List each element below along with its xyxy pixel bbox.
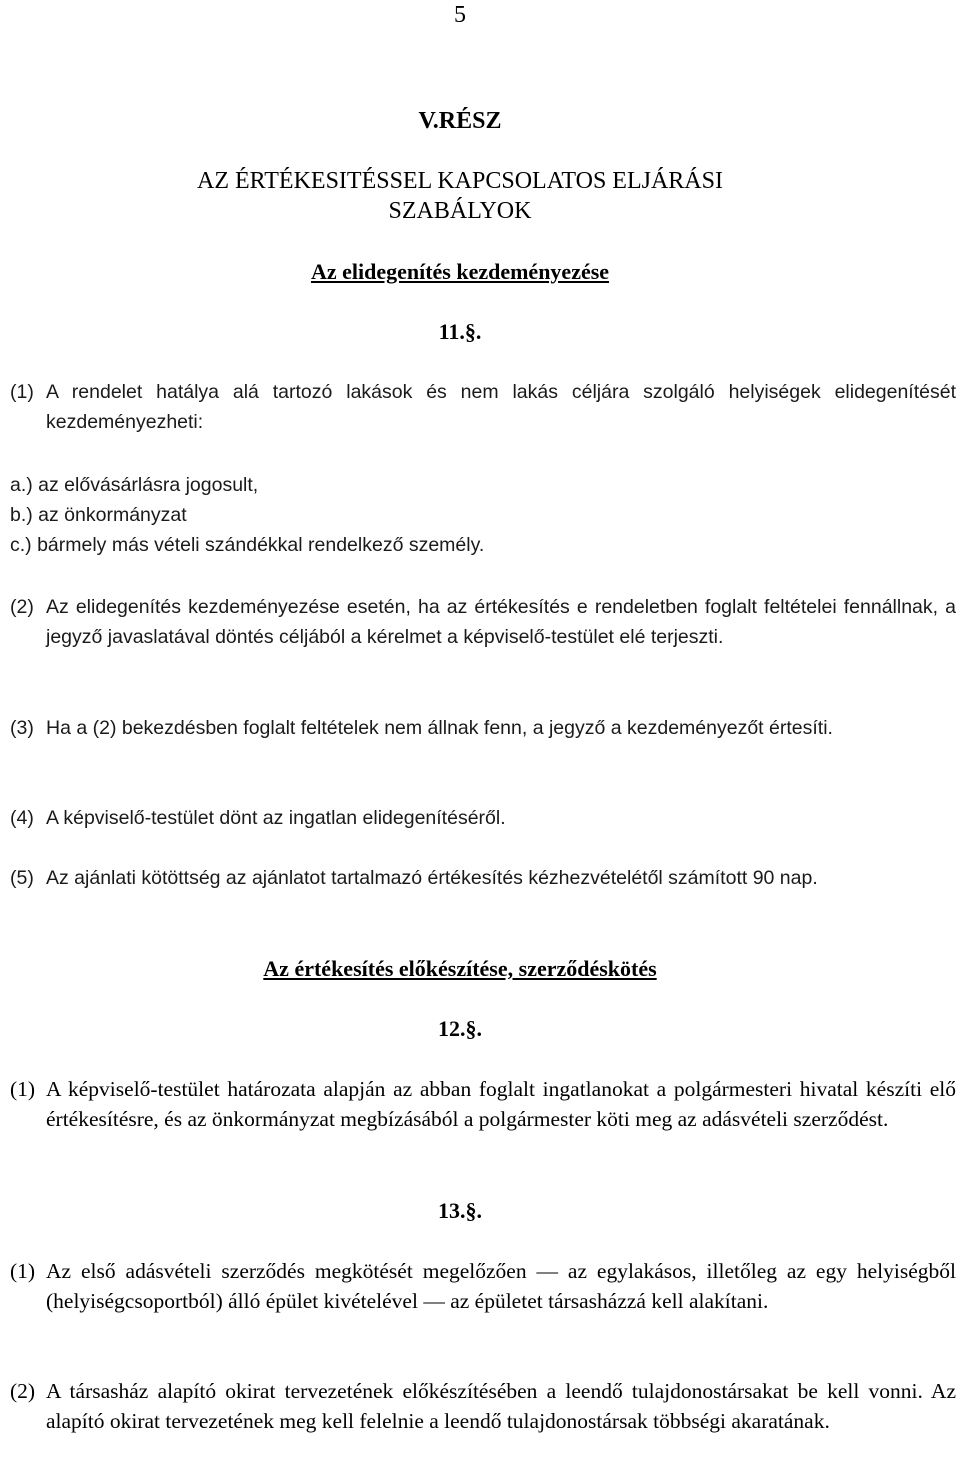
paragraph-text: Az első adásvételi szerződés megkötését megelőzően — az egylakásos, illetőleg az egy helyiségből (helyiségcsoportból) álló épület kivételével — az épületet társasházzá kell alakítani. [46,1259,956,1313]
paragraph-13-2 [10,1376,956,1436]
paragraph-12-1 [10,1074,956,1134]
chapter-title-line-2: SZABÁLYOK [388,198,532,224]
paragraph-11-5 [10,863,956,893]
paragraph-index: (4) [10,807,34,829]
section-heading-alienation-initiation: Az elidegenítés kezdeményezése [310,259,610,284]
paragraph-text: A rendelet hatálya alá tartozó lakások és nem lakás céljára szolgáló helyiségek elidegenítését kezdeményezheti: [46,381,956,433]
list-item: c.) bármely más vételi szándékkal rendelkező személy. [10,534,485,556]
paragraph-text: A társasház alapító okirat tervezetének előkészítésében a leendő tulajdonostársakat be kell vonni. Az alapító okirat tervezetének meg kell felelnie a leendő tulajdonostársak többségi akaratának. [46,1379,956,1433]
paragraph-index: (3) [10,717,34,739]
paragraph-11-4 [10,803,956,833]
paragraph-text: A képviselő-testület határozata alapján az abban foglalt ingatlanokat a polgármesteri hivatal készíti elő értékesítésre, és az önkormányzat megbízásából a polgármester köti meg az adásvételi szerződést. [46,1077,956,1131]
paragraph-number-11: 11.§. [438,319,482,344]
page-number: 5 [454,2,466,28]
list-item: a.) az elővásárlásra jogosult, [10,474,259,496]
paragraph-11-3 [10,713,956,743]
paragraph-index: (2) [10,596,34,618]
paragraph-index: (2) [10,1379,36,1403]
paragraph-text: Az ajánlati kötöttség az ajánlatot tartalmazó értékesítés kézhezvételétől számított 90 nap. [46,867,818,889]
paragraph-text: Az elidegenítés kezdeményezése esetén, ha az értékesítés e rendeletben foglalt feltételei fennállnak, a jegyző javaslatával döntés céljából a kérelmet a képviselő-testület elé terjeszti. [46,596,956,648]
paragraph-text: A képviselő-testület dönt az ingatlan elidegenítéséről. [46,807,506,829]
part-title: V.RÉSZ [418,108,502,134]
paragraph-11-1 [10,377,956,437]
paragraph-text: Ha a (2) bekezdésben foglalt feltételek nem állnak fenn, a jegyző a kezdeményezőt értesíti. [46,717,833,739]
paragraph-index: (1) [10,381,34,403]
list-item: b.) az önkormányzat [10,504,187,526]
paragraph-11-2 [10,592,956,652]
paragraph-number-12: 12.§. [438,1016,482,1041]
section-heading-sale-preparation: Az értékesítés előkészítése, szerződéskötés [263,956,657,981]
paragraph-index: (1) [10,1077,36,1101]
paragraph-index: (1) [10,1259,36,1283]
chapter-title [0,166,920,226]
paragraph-13-1 [10,1256,956,1316]
chapter-title-line-1: AZ ÉRTÉKESITÉSSEL KAPCSOLATOS ELJÁRÁSI [197,168,723,194]
paragraph-index: (5) [10,867,34,889]
initiator-list [10,470,956,560]
paragraph-number-13: 13.§. [438,1198,482,1223]
